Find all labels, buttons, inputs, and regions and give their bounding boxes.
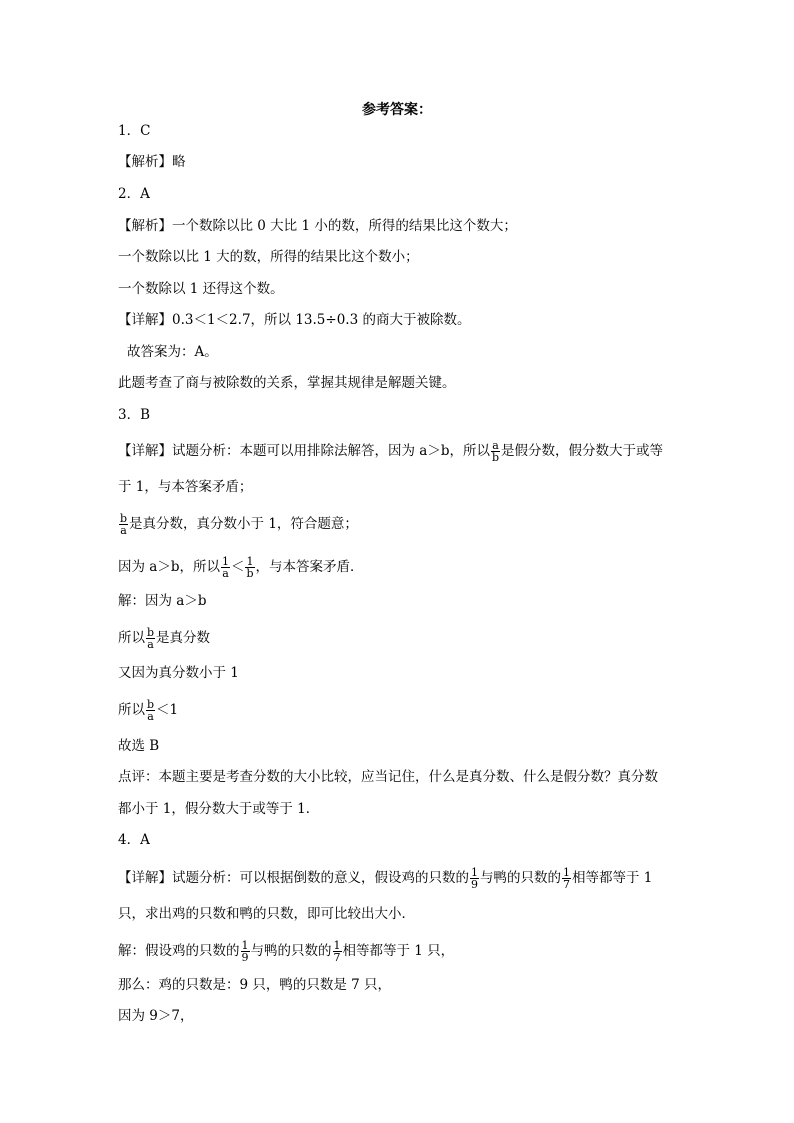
q3-detail-line3 bbox=[118, 513, 358, 536]
q3-detail-line4 bbox=[118, 556, 364, 579]
fraction-1-over-9 bbox=[470, 867, 479, 890]
q2-detail: 【详解】0.3＜1＜2.7，所以 13.5÷0.3 的商大于被除数。 bbox=[118, 312, 471, 328]
q4-detail-text-b: 与鸭的只数的 bbox=[480, 870, 561, 886]
q2-analysis-line3: 一个数除以 1 还得这个数。 bbox=[118, 281, 284, 297]
fraction-denominator: a bbox=[147, 638, 154, 651]
q4-sol1-text-c: 相等都等于 1 只， bbox=[342, 943, 455, 959]
fraction-1-over-9 bbox=[241, 940, 250, 963]
q3-solution-line1: 解：因为 a＞b bbox=[118, 593, 207, 609]
fraction-b-over-a bbox=[146, 699, 155, 722]
fraction-1-over-b bbox=[245, 556, 254, 579]
q4-solution-line2: 那么：鸡的只数是：9 只，鸭的只数是 7 只， bbox=[118, 977, 392, 993]
q4-detail-line2: 只，求出鸡的只数和鸭的只数，即可比较出大小． bbox=[118, 906, 415, 922]
q2-number: 2．A bbox=[118, 186, 150, 202]
q3-sol2-text-b: 是真分数 bbox=[156, 630, 211, 646]
q4-sol1-text-a: 解：假设鸡的只数的 bbox=[118, 943, 240, 959]
q3-line4-text-b: ，与本答案矛盾． bbox=[255, 559, 364, 575]
q3-detail-line2: 于 1，与本答案矛盾； bbox=[118, 479, 253, 495]
q2-summary: 此题考查了商与被除数的关系，掌握其规律是解题关键。 bbox=[118, 375, 456, 391]
q3-sol2-text-a: 所以 bbox=[118, 630, 145, 646]
fraction-numerator: 1 bbox=[246, 555, 254, 568]
q3-solution-line3: 又因为真分数小于 1 bbox=[118, 665, 239, 681]
fraction-numerator: 1 bbox=[563, 866, 570, 879]
q2-analysis: 【解析】一个数除以比 0 大比 1 小的数，所得的结果比这个数大； bbox=[118, 218, 517, 234]
q3-detail-text: 是真分数，真分数小于 1，符合题意； bbox=[129, 516, 358, 532]
fraction-1-over-7 bbox=[562, 867, 571, 890]
q3-solution-line5: 故选 B bbox=[118, 738, 160, 754]
q1-number: 1．C bbox=[118, 123, 151, 139]
fraction-numerator: b bbox=[147, 626, 155, 639]
q4-sol1-text-b: 与鸭的只数的 bbox=[250, 943, 332, 959]
fraction-denominator: b bbox=[491, 451, 500, 464]
q3-detail-text-a: 【详解】试题分析：本题可以用排除法解答，因为 a＞b，所以 bbox=[118, 443, 490, 459]
q4-number: 4．A bbox=[118, 832, 150, 848]
q3-sol4-text-a: 所以 bbox=[118, 702, 145, 718]
q3-sol4-text-b: ＜1 bbox=[156, 702, 179, 718]
q4-solution-line1 bbox=[118, 940, 454, 963]
q3-comment-line1: 点评：本题主要是考查分数的大小比较，应当记住，什么是真分数、什么是假分数？真分数 bbox=[118, 769, 658, 785]
fraction-denominator: a bbox=[120, 524, 127, 537]
q4-detail-line1 bbox=[118, 867, 652, 890]
fraction-denominator: 9 bbox=[241, 951, 249, 964]
q3-line4-text-a: 因为 a＞b，所以 bbox=[118, 559, 220, 575]
q2-analysis-line2: 一个数除以比 1 大的数，所得的结果比这个数小； bbox=[118, 249, 419, 265]
fraction-1-over-a bbox=[221, 556, 230, 579]
fraction-b-over-a bbox=[119, 513, 128, 536]
q3-comment-line2: 都小于 1，假分数大于或等于 1． bbox=[118, 801, 320, 817]
q3-solution-line4 bbox=[118, 699, 178, 722]
fraction-denominator: a bbox=[222, 567, 229, 580]
fraction-denominator: 7 bbox=[563, 878, 570, 891]
q1-analysis: 【解析】略 bbox=[118, 154, 186, 170]
fraction-numerator: a bbox=[492, 439, 499, 452]
q3-detail-line1 bbox=[118, 440, 663, 463]
less-than-sign: ＜ bbox=[230, 559, 245, 575]
fraction-numerator: 1 bbox=[241, 939, 249, 952]
fraction-denominator: 7 bbox=[333, 951, 341, 964]
q2-answer: 故答案为：A。 bbox=[127, 344, 218, 360]
q4-solution-line3: 因为 9＞7， bbox=[118, 1008, 194, 1024]
fraction-numerator: b bbox=[147, 698, 155, 711]
fraction-1-over-7 bbox=[333, 940, 342, 963]
fraction-denominator: b bbox=[246, 567, 254, 580]
fraction-denominator: a bbox=[147, 710, 154, 723]
q3-number: 3．B bbox=[118, 407, 151, 423]
fraction-numerator: 1 bbox=[221, 555, 229, 568]
page-title: 参考答案： bbox=[362, 102, 432, 118]
q3-detail-text-b: 是假分数，假分数大于或等 bbox=[501, 443, 664, 459]
q3-solution-line2 bbox=[118, 627, 210, 650]
fraction-denominator: 9 bbox=[471, 878, 478, 891]
q4-detail-text-c: 相等都等于 1 bbox=[572, 870, 653, 886]
fraction-numerator: b bbox=[120, 512, 128, 525]
fraction-b-over-a bbox=[146, 627, 155, 650]
fraction-numerator: 1 bbox=[471, 866, 478, 879]
fraction-a-over-b bbox=[491, 440, 500, 463]
fraction-numerator: 1 bbox=[333, 939, 341, 952]
q4-detail-text-a: 【详解】试题分析：可以根据倒数的意义，假设鸡的只数的 bbox=[118, 870, 469, 886]
